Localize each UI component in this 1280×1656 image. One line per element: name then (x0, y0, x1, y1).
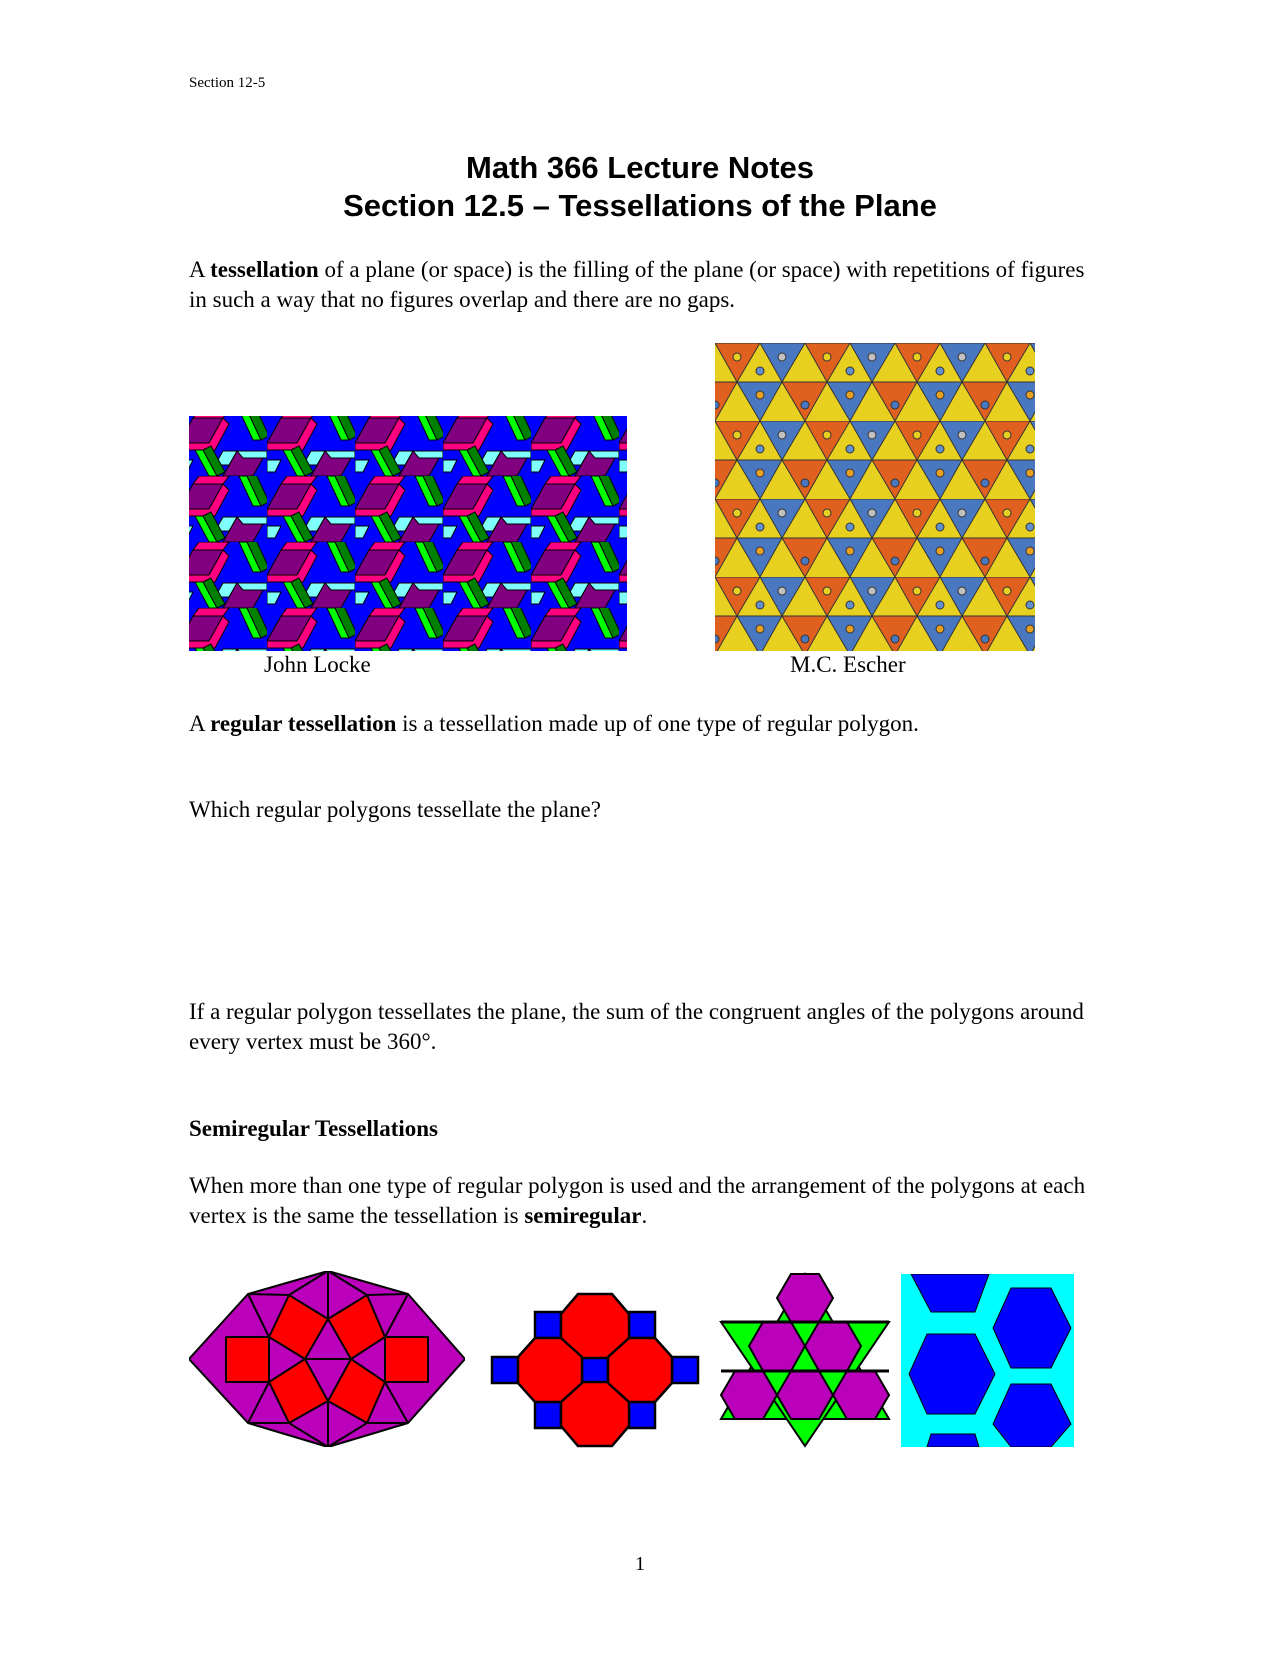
semiregular-definition (189, 1171, 1099, 1231)
page-title-line1: Math 366 Lecture Notes (466, 150, 814, 185)
escher-butterflies-image (715, 343, 1035, 651)
text: . (641, 1203, 648, 1228)
semiregular-figure-3 (715, 1268, 895, 1448)
john-locke-tessellation-image (189, 416, 627, 651)
page-number: 1 (635, 1553, 645, 1575)
regular-tessellation-definition (189, 709, 1099, 739)
text: of a plane (or space) is the filling of the plane (or space) with repetitions of figures in such a way that no figures overlap and there are no gaps. (189, 257, 1085, 312)
semiregular-figure-4 (901, 1274, 1074, 1447)
locke-pattern (189, 416, 627, 651)
page-title-line2: Section 12.5 – Tessellations of the Plane (343, 188, 937, 223)
term-semiregular: semiregular (524, 1203, 642, 1228)
tessellation-definition (189, 255, 1099, 315)
text: A (189, 257, 211, 282)
section-label: Section 12-5 (189, 75, 266, 91)
escher-pattern (715, 343, 1035, 651)
term-tessellation: tessellation (210, 257, 319, 282)
term-regular-tessellation: regular tessellation (210, 711, 397, 736)
text: is a tessellation made up of one type of regular polygon. (396, 711, 919, 736)
caption-mc-escher: M.C. Escher (790, 652, 906, 677)
semiregular-heading: Semiregular Tessellations (189, 1116, 438, 1141)
angle-rule-text: If a regular polygon tessellates the plane, the sum of the congruent angles of the polygons around every vertex must be 360°. (189, 999, 1084, 1054)
semiregular-figure-2 (490, 1292, 700, 1448)
semiregular-figure-1 (189, 1271, 465, 1447)
question-text: Which regular polygons tessellate the plane? (189, 797, 601, 822)
caption-john-locke: John Locke (264, 652, 371, 677)
text: A (189, 711, 211, 736)
text: When more than one type of regular polygon is used and the arrangement of the polygons at each vertex is the same the tessellation is (189, 1173, 1086, 1228)
